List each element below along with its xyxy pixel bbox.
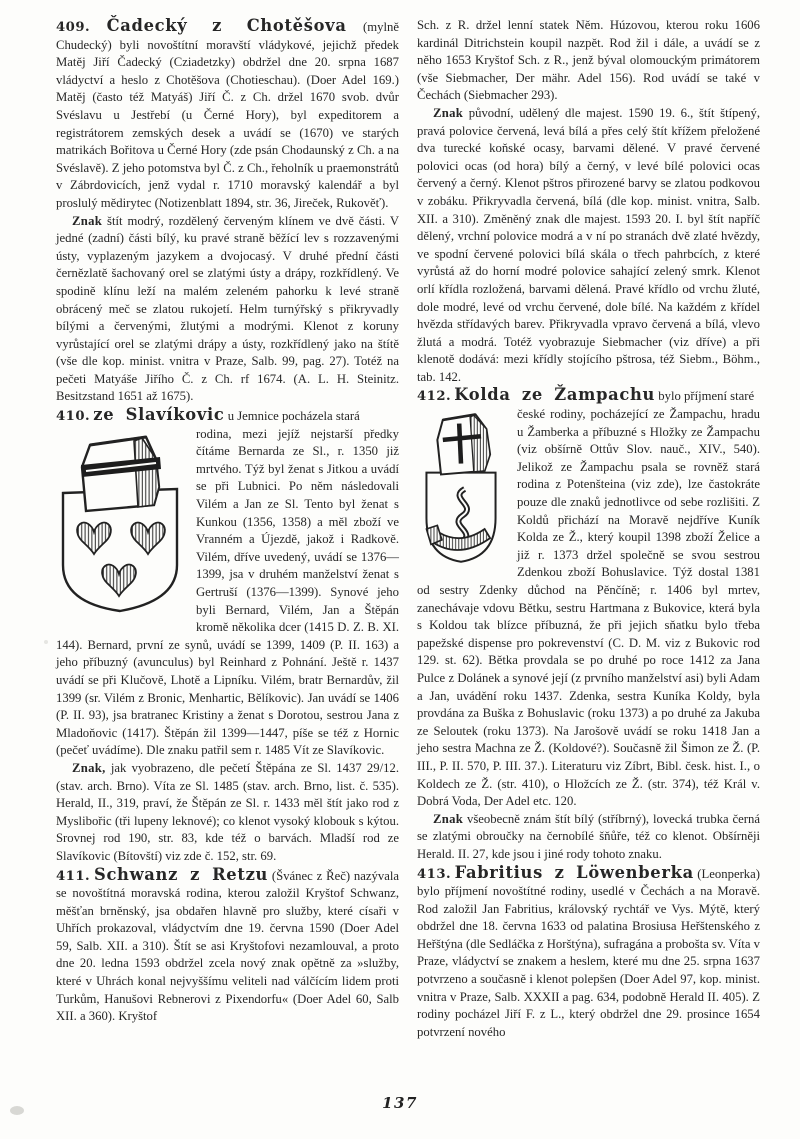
entry-412-lead-text: bylo příjmení staré [655,389,755,404]
entry-409-family-name: Čadecký z Chotěšova [106,16,347,35]
helm-and-hunting-horn-shield-icon [417,409,505,569]
slavikovic-coat-of-arms-illustration [56,429,184,625]
entry-411-text: (Švánec z Řeč) nazývala se novoštítná moravská rodina, kterou založil Kryštof Schwanz, měšťan brněnský, jsa obdařen hlavně pro služby, které císaři v Uhřích prokazoval, vládyctvím dne 19. června 1590 (Doer Adel 59, Salb. XII. a 310). Štít se asi Kryštofovi nezamlouval, a proto dne 20. ledna 1593 obdržel zcela nový znak opětně za »služby, které v Uhrách konal nejvyššímu veliteli nad válčícím lidem proti Turkům, Hanušovi Rebnerovi z Pixendorfu« (Doer Adel 60, Salb XII. a 360). Kryštof [56,868,400,1024]
entry-410-number: 410. [56,409,91,425]
entry-413-text: (Leonperka) bylo příjmení novoštítné rodiny, usedlé v Čechách a na Moravě. Rod založil Jan Fabritius, královský rychtář ve Vys. Mýtě, který obdržel dne 18. června 1633 od palatina Brosiusa Heřštenského z Heřštýna (dle Sedláčka z Horštýna), sufragána a probošta sv. Víta v Praze, vládyctví se znakem a heslem, které mu dne 25. srpna 1637 potvrzeno a současně i klenot polepšen (Doer Adel 97, kop. minist. vnitra v Praze, Salb. XXXII a pag. 634, podobně Herald II. 405). Z rodiny pocházel Jiří F. z L., který obdržel dne 29. prosince 1654 potvrzení nového [417,866,760,1039]
entry-410-blazon-lead: Znak, [72,760,106,775]
entry-410-text: rodina, mezi jejíž nejstarší předky čítáme Bernarda ze Sl., r. 1350 již mrtvého. Týž byl ženat s Jitkou a uvádí se při Lubnici. Po něm následovali Vilém a Jan ze Sl. Tento byl ženat s Kunkou (1356, 1358) a měl zboží ve Vranném a Újezdě, jakož i Radkově. Vilém, dříve uvedený, uvádí se 1376—1399, jsa v druhém manželství ženat s Gertruší (1376—1399). Synové jeho byli Bernard, Vilém, Jan a Štěpán kromě několika dcer (1415 D. Z. B. XI. 144). Bernard, první ze synů, uvádí se 1399, 1409 (P. II. 163) a jeho příbuzný (avunculus) byl Reinhard z Pohnání. Ještě r. 1437 uvádí se při Klučově, Lhotě a Lipníku. Vilém, bratr Bernardův, žil 1399 (sr. Vilém z Bronic, Menhartic, Bělíkovic). Jan uvádí se 1406 (P. II. 93), jsa bratranec Kristiny a ženat s Dorotou, sestrou Jana z Mladoňovic (1417). Štěpán žil 1399—1447, píše se též z Hornic (pečeť uvádíme). Dle znaku patřil sem r. 1485 Vít ze Slavíkovic. [56,426,399,758]
entry-412-number: 412. [417,389,452,405]
entry-412-blazon-lead: Znak [433,811,464,826]
scan-smudge [10,1106,24,1115]
entry-411-paragraph [56,866,399,1026]
entry-412-body [417,406,760,811]
scan-speck [44,640,48,644]
entry-409-blazon-paragraph [56,213,399,407]
helm-and-hearts-shield-icon [56,429,184,625]
entry-412-family-name: Kolda ze Žampachu [454,385,656,405]
entry-410-blazon-text: jak vyobrazeno, dle pečetí Štěpána ze Sl. 1437 29/12. (stav. arch. Brno). Víta ze Sl. 1485 (stav. arch. Brno, list. č. 535). Herald, II., 319, praví, že Štěpán ze Sl. r. 1433 měl štít jako rod z Myslibořic (tři lupeny leknové); co klenot vysoký klobouk s kýtou. Srovnej rod 190, str. 83, kde též o barvách. Mladší rod ze Slavíkovic (Bítovští) viz zde č. 152, str. 69. [56,760,399,863]
entry-409-text: (mylně Chudecký) byli novoštítní moravští vládykové, jejichž předek Matěj Jiří Čadecký (Cziadetzky) obdržel dne 20. srpna 1687 vládyctví a heslo z Chotěšova (Chotieschau). (Doer Adel 169.) Matěj (často též Matyáš) Jiří Č. z Ch. držel 1670 svob. dvůr Svéslavu u Jestřebí (u Černé Hory), byl expeditorem a registrátorem zemských desek a uvádí se (1670) ve starých matrikách Bořitova u Černé Hory (zde psán Chodaunský z Ch. a na Svéslavě). Z jeho potomstva byl Č. z Ch., řeholník u praemonstrátů v Zábrdovicích, jenž vydal r. 1710 moravský kalendář a byl proslulý mědirytec (Notizenblatt 1894, str. 36, Jireček, Rukověť). [56,20,399,210]
entry-413-number: 413. [417,866,452,882]
entry-412-text: české rodiny, pocházející ze Žampachu, hradu u Žamberka a příbuzné s Hložky ze Žampachu (viz obšírně Ottův Slov. nauč., XIV., 540). Jelikož ze Žampachu psala se rovněž stará rodina z Potenšteina (viz zde), lze častokráte pouze dle znaků jednotlivce od sebe rozlišiti. Z Koldů přichází na Moravě nejdříve Kuník Kolda ze Ž., který koupil 1398 zboží Želice a již r. 1373 držel společně se svou sestrou Zdenkou zboží Bohuslavice. Týž dostal 1381 od sestry Zdenky důchod na Pěnčíně; r. 1406 byl mrtev, zanechávaje vdovu Bětku, sestru Hartmana z Bukovice, která byla s Koldou tak blízce příbuzná, že při jejich sňatku bylo třeba papežské dispense pro pokrevenství (C. D. M. viz z Bukovic rod 129. st. 62). Bětka provdala se po druhé po roce 1412 za Jana Pulce z Dolánek a synové její (z prvního manželství asi) byli Adam a Jan, uvádění roku 1437. Zdenka, sestra Kuníka Koldy, byla provdána za Buška z Bohuslavic (roku 1373) a po druhé za Jakuba ze Seloutek (roku 1373). Na Jarošově uvádí se roku 1418 Jan a jeho sestra Machna ze Ž. (Koldové?). Současně žil Šimon ze Ž. (P. III., P. II. 570, P. III. 37.). Literaturu viz Zíbrt, Bibl. česk. hist. I., o Koldech ze Ž. (str. 410), o Hložcích ze Ž. (str. 374), též Král v. Dobrá Voda, Der Adel etc. 120. [417,407,760,809]
entry-411-number: 411. [56,868,91,884]
entry-413-family-name-bind-fix: Fabritius z Löwenberka [454,862,694,882]
right-column [417,17,760,1041]
entry-410-body [56,426,399,760]
entry-411-blazon-paragraph [417,105,760,387]
entry-412-blazon-text: všeobecně znám štít bílý (stříbrný), lovecká trubka černá se zlatými obroučky na černobílé šňůře, též co klenot. Obšírněji Herald. II. 27, kde jsou i jiné rody tohoto znaku. [417,811,760,861]
entry-412-blazon-paragraph [417,811,760,864]
entry-410-heading-line [56,406,399,426]
entry-410-lead-text: u Jemnice pocházela stará [224,409,360,424]
entry-411-blazon-text: původní, udělený dle majest. 1590 19. 6., štít štípený, pravá polovice červená, levá bílá a přes celý štít křížem přeložené dva turecké koňské ocasy, barvami dělené. V pravé červené polovici ocas (od hora) bílý a černý, v levé bílé polovici ocas červený a černý. Klenot pštros přirozené barvy se zlatou podkovou v zobáku. Přikryvadla červená, bílá (dle kop. minist. vnitra, Salb. XII. a 310). Změněný znak dle majest. 1593 20. I. byl štít napříč dělený, vrchní polovice modrá a v ní po stranách dvě zlaté hvězdy, ve spodní červené polovici bílá skála o třech pahrbcích, z které vyrůstá až do horní modré polovice sahající zelený smrk. Klenot orlí křídla rozložená, barvami dělená. Pravé křídlo od vrchu žluté, dole modré, levé od vrchu červené, dole bílé. Na každém z křídel hvězda střídavých barev. Přikryvadla vpravo červená a bílá, vlevo žlutá a modrá. Totéž vyobrazuje Siebmacher (viz dříve) a při klenotě dodává: mezi křídly stojícího pštrosa, též Siebm., Böhm., tab. 142. [417,105,760,384]
entry-409-number: 409. [56,20,91,35]
entry-411-family-name: Schwanz z Retzu [93,864,269,884]
entry-409-paragraph [56,17,399,213]
entry-413-paragraph [417,864,760,1042]
left-column [56,17,399,1041]
entry-412-heading-line [417,386,760,406]
entry-409-blazon-text: štít modrý, rozdělený červeným klínem ve dvě části. V jedné (zadní) části bílý, ku pravé straně běžící lev s rozzavenými ústy, vyplazeným jazykem a dvojocasý. V druhé přední části černězlatě šachovaný orel se zlatými ústy a drápy, rozkřídlený. Ve spodině klínu leží na malém zeleném pahorku k levé straně obrácený meč se zlatou rukojetí. Helm turnýřský s přikryvadly bílými a červenými, žlutými a modrými. Klenot z koruny vyrůstající orel se zlatými drápy a ústy, rozkřídlený jako na štítě (vše dle kop. minist. vnitra v Praze, Salb. 99, pag. 27). Totéž na pečeti Matyáše Jiřího Č. z Ch. rf 1674. (A. L. H. Steinitz. Besitzstand 1651 až 1675). [56,213,399,404]
entry-411-blazon-lead: Znak [433,105,464,120]
entry-410-blazon-paragraph [56,760,399,866]
two-column-text [56,17,760,1041]
kolda-coat-of-arms-illustration [417,409,505,569]
entry-411-continuation-paragraph: Sch. z R. držel lenní statek Něm. Húzovou, kterou roku 1606 kardinál Ditrichstein koupil nazpět. Rod žil i dále, a uvádí se z něho 1653 Kryštof Sch. z R., jenž býval olomouckým primátorem (vše Siebmacher, Der mähr. Adel 156). Rod uvádí se také v Čechách (Siebmacher 293). [417,18,760,103]
entry-409-blazon-lead: Znak [72,213,103,228]
entry-410-family-name: ze Slavíkovic [93,405,225,425]
page-number: 137 [382,1094,418,1112]
